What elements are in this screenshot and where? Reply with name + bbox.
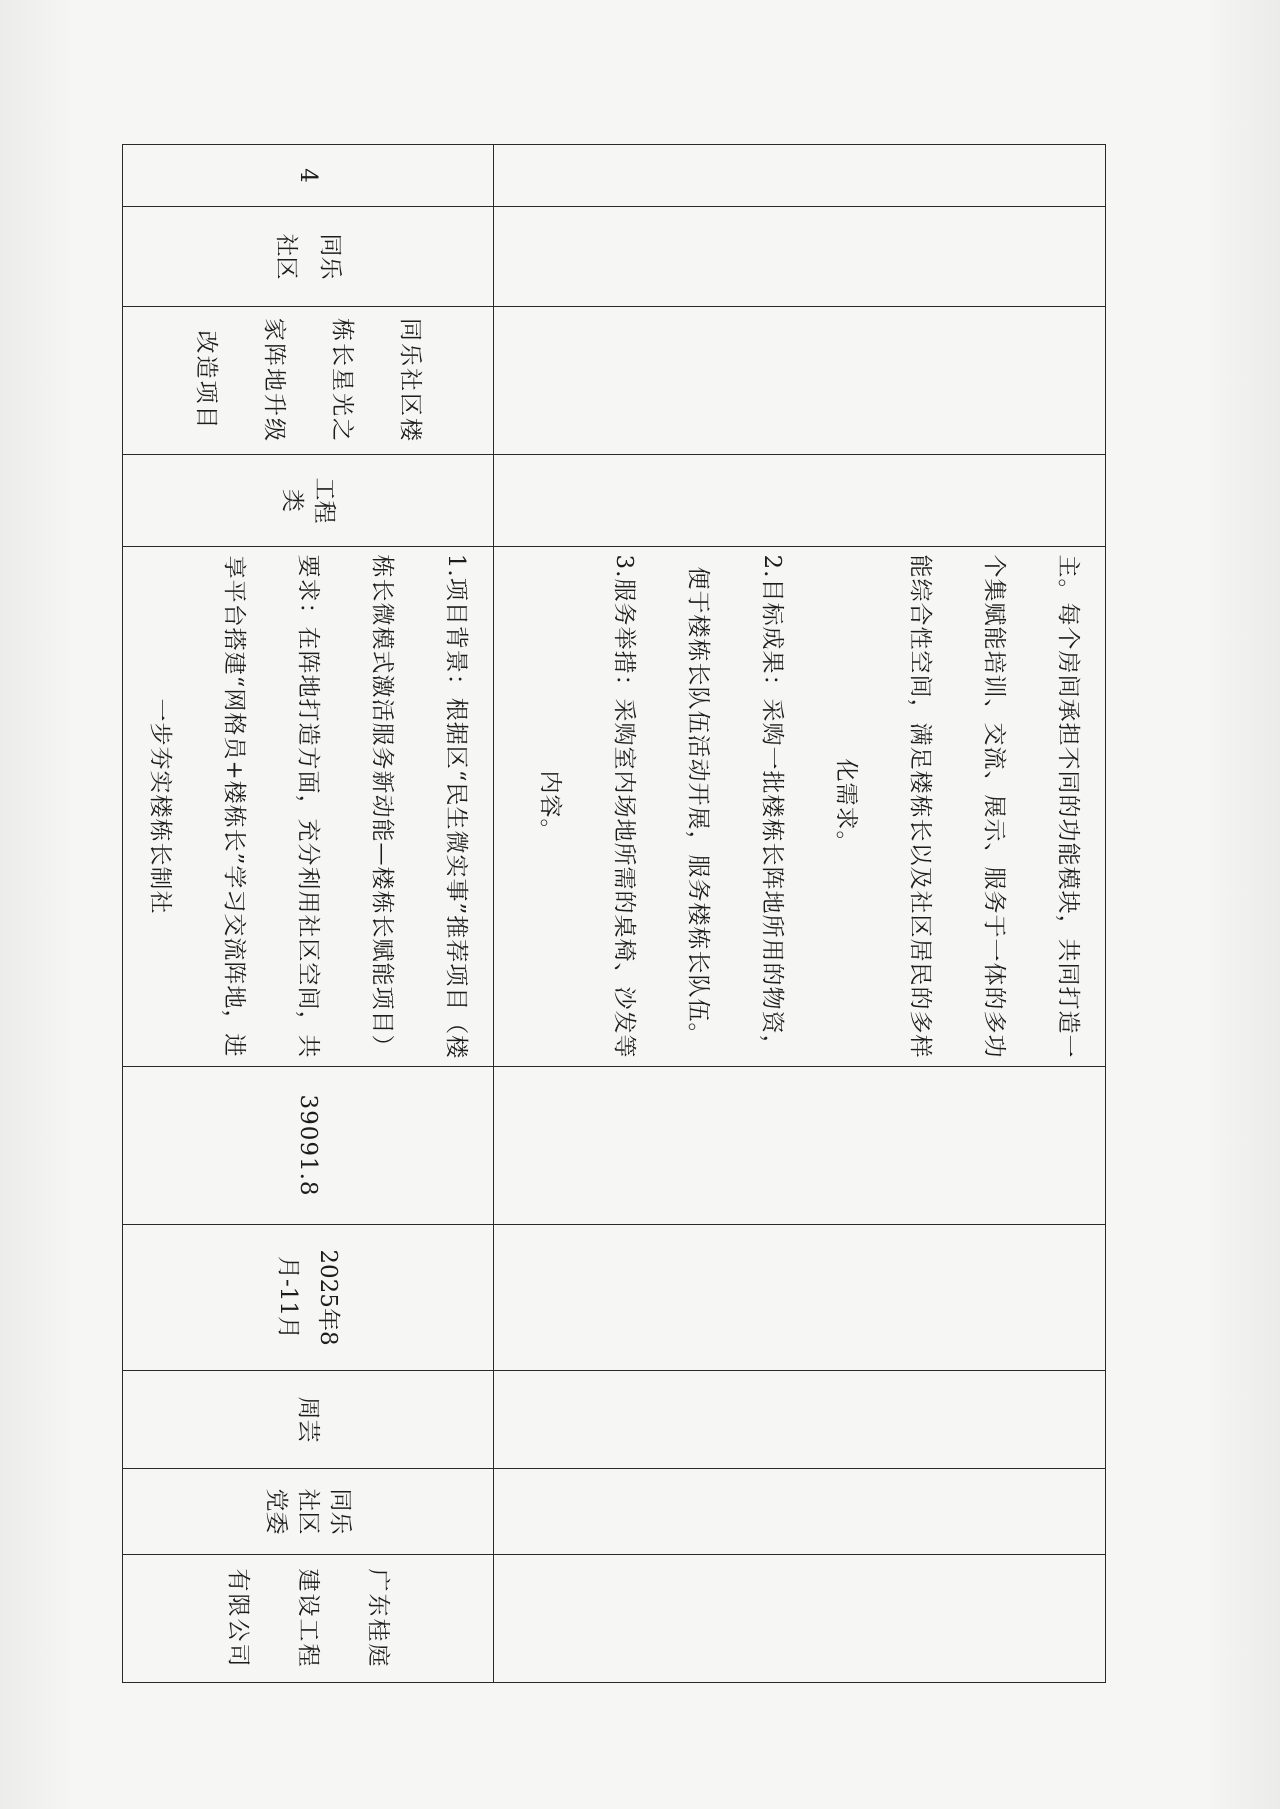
contact-cell: 周芸 <box>123 1371 494 1469</box>
company-cell-empty <box>494 1555 1106 1683</box>
unit-cell: 同乐社区 <box>123 207 494 307</box>
category-cell: 工程类 <box>123 455 494 547</box>
content-paragraph: 2.目标成果：采购一批楼栋长阵地所用的物资，便于楼栋长队伍活动开展，服务楼栋长队伍。 <box>685 554 785 1059</box>
content-paragraph: 1.项目背景：根据区“民生微实事”推荐项目（楼栋长微模式激活服务新动能—楼栋长赋能项目）要求：在阵地打造方面，充分利用社区空间，共享平台搭建“网格员+楼栋长”学习交流阵地，进一步夯实楼栋长制社 <box>147 553 469 1060</box>
seq-cell-empty <box>494 145 1106 207</box>
seq-cell: 4 <box>123 145 494 207</box>
category-cell-empty <box>494 455 1106 547</box>
rotated-table-container <box>147 144 1106 1682</box>
content-cell <box>123 547 494 1067</box>
supervisor-cell-empty <box>494 1469 1106 1555</box>
content-cell <box>494 547 1106 1067</box>
supervisor-cell: 同乐社区党委 <box>123 1469 494 1555</box>
time-cell-empty <box>494 1225 1106 1371</box>
content-paragraph: 主。每个房间承担不同的功能模块，共同打造一个集赋能培训、交流、展示、服务于一体的多功能综合性空间，满足楼栋长以及社区居民的多样化需求。 <box>833 554 1081 1059</box>
project-table <box>122 144 1106 1683</box>
content-paragraph: 3.服务举措：采购室内场地所需的桌椅、沙发等内容。 <box>537 554 637 1059</box>
time-cell: 2025年8月-11月 <box>123 1225 494 1371</box>
table-row <box>123 145 494 1683</box>
table-row <box>494 145 1106 1683</box>
project-name-cell: 同乐社区楼栋长星光之家阵地升级改造项目 <box>123 307 494 455</box>
table-rotation-frame <box>147 144 1106 1682</box>
amount-cell: 39091.8 <box>123 1067 494 1225</box>
amount-cell-empty <box>494 1067 1106 1225</box>
project-name-cell-empty <box>494 307 1106 455</box>
contact-cell-empty <box>494 1371 1106 1469</box>
company-cell: 广东桂庭建设工程有限公司 <box>123 1555 494 1683</box>
unit-cell-empty <box>494 207 1106 307</box>
